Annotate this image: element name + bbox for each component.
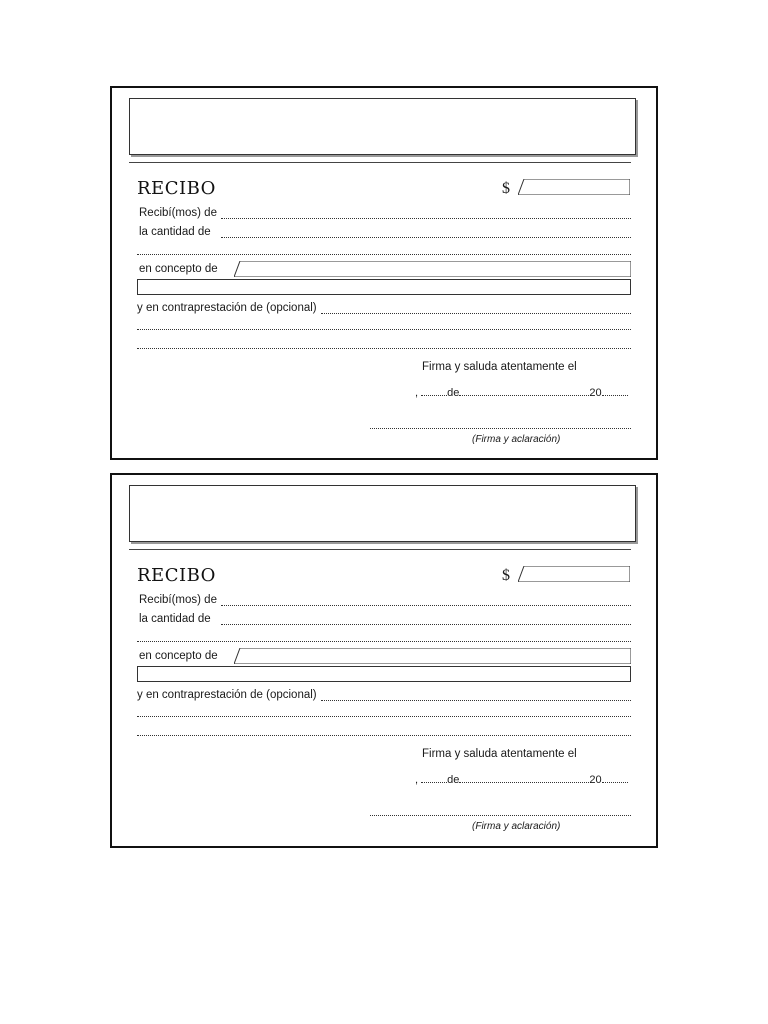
dotted-line	[221, 225, 631, 238]
date-comma: ,	[415, 387, 419, 399]
divider	[129, 549, 631, 550]
received-from-field[interactable]	[139, 592, 631, 608]
dotted-line	[221, 593, 631, 606]
date-year-label: 20	[589, 774, 602, 786]
concept-input-box[interactable]	[234, 648, 631, 664]
dotted-line	[421, 772, 447, 783]
signature-caption: (Firma y aclaración)	[472, 434, 561, 445]
date-field[interactable]	[415, 385, 628, 399]
dotted-line[interactable]	[137, 716, 631, 717]
header-box[interactable]	[129, 98, 636, 155]
date-year-label: 20	[589, 387, 602, 399]
dotted-line[interactable]	[137, 348, 631, 349]
receipt-form	[110, 86, 658, 460]
consideration-label: y en contraprestación de (opcional)	[137, 689, 317, 701]
concept-label: en concepto de	[139, 650, 218, 662]
dotted-line[interactable]	[137, 641, 631, 642]
dotted-line	[421, 385, 447, 396]
signature-line[interactable]	[370, 815, 631, 816]
amount-text-field[interactable]	[139, 224, 631, 240]
date-de-label: de	[447, 387, 460, 399]
amount-label: la cantidad de	[139, 226, 211, 238]
dotted-line	[221, 206, 631, 219]
concept-input-box[interactable]	[137, 666, 631, 682]
consideration-field[interactable]	[137, 300, 631, 316]
dotted-line	[221, 612, 631, 625]
dotted-line[interactable]	[137, 329, 631, 330]
date-field[interactable]	[415, 772, 628, 786]
concept-field[interactable]	[139, 648, 631, 664]
dotted-line	[602, 385, 628, 396]
consideration-label: y en contraprestación de (opcional)	[137, 302, 317, 314]
received-from-field[interactable]	[139, 205, 631, 221]
header-box[interactable]	[129, 485, 636, 542]
date-de-label: de	[447, 774, 460, 786]
dotted-line	[459, 385, 589, 396]
dotted-line	[321, 301, 631, 314]
amount-text-field[interactable]	[139, 611, 631, 627]
sign-statement: Firma y saluda atentamente el	[422, 748, 577, 760]
concept-input-box[interactable]	[137, 279, 631, 295]
amount-field[interactable]	[518, 179, 630, 195]
dotted-line	[459, 772, 589, 783]
dotted-line	[321, 688, 631, 701]
sign-statement: Firma y saluda atentamente el	[422, 361, 577, 373]
signature-caption: (Firma y aclaración)	[472, 821, 561, 832]
currency-symbol: $	[502, 180, 510, 197]
amount-field[interactable]	[518, 566, 630, 582]
date-comma: ,	[415, 774, 419, 786]
amount-label: la cantidad de	[139, 613, 211, 625]
receipt-form	[110, 473, 658, 848]
concept-input-box[interactable]	[234, 261, 631, 277]
currency-symbol: $	[502, 567, 510, 584]
signature-line[interactable]	[370, 428, 631, 429]
receipt-title: RECIBO	[137, 565, 216, 586]
consideration-field[interactable]	[137, 687, 631, 703]
concept-label: en concepto de	[139, 263, 218, 275]
divider	[129, 162, 631, 163]
received-from-label: Recibí(mos) de	[139, 594, 217, 606]
received-from-label: Recibí(mos) de	[139, 207, 217, 219]
dotted-line[interactable]	[137, 254, 631, 255]
receipt-title: RECIBO	[137, 178, 216, 199]
dotted-line	[602, 772, 628, 783]
dotted-line[interactable]	[137, 735, 631, 736]
concept-field[interactable]	[139, 261, 631, 277]
